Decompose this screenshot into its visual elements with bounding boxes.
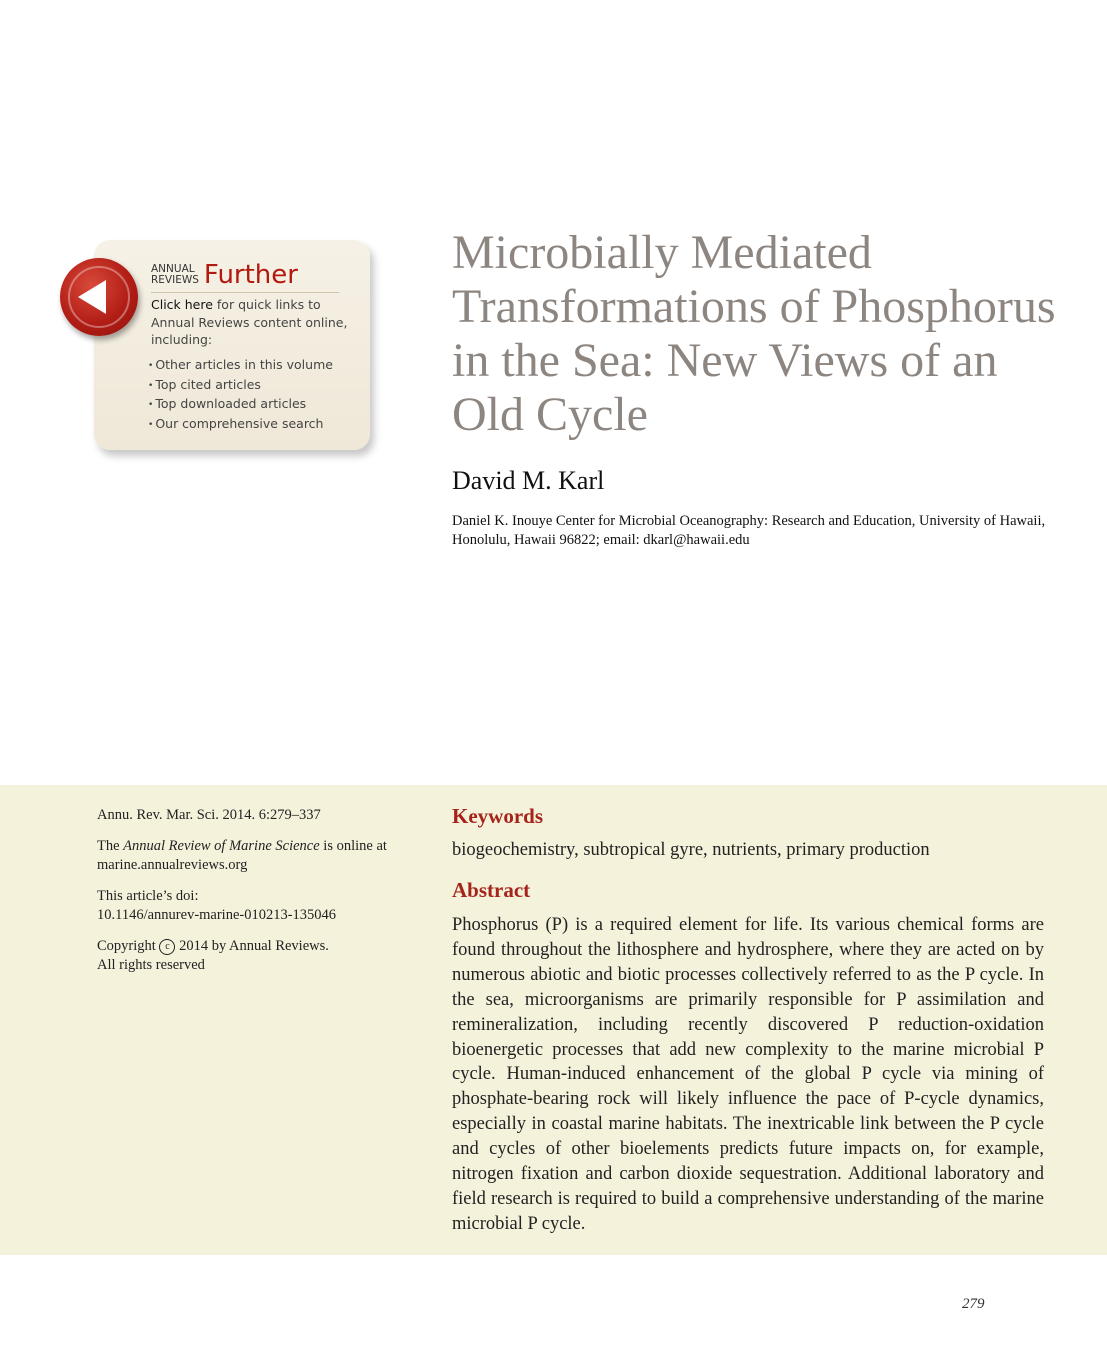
journal-name: Annual Review of Marine Science bbox=[123, 838, 320, 854]
citation: Annu. Rev. Mar. Sci. 2014. 6:279–337 bbox=[97, 807, 321, 823]
further-link-other-articles[interactable]: • Other articles in this volume bbox=[148, 356, 333, 376]
further-link-top-cited[interactable]: • Top cited articles bbox=[148, 376, 333, 396]
doi-info: This article’s doi: 10.1146/annurev-marine-010213-135046 bbox=[97, 888, 337, 923]
copyright-icon: c bbox=[159, 939, 175, 955]
copyright: Copyright c 2014 by Annual Reviews. All rights reserved bbox=[97, 938, 329, 973]
author-name: David M. Karl bbox=[452, 466, 605, 495]
article-metadata bbox=[97, 806, 417, 987]
page-number: 279 bbox=[962, 1296, 985, 1312]
click-here-link[interactable]: Click here bbox=[151, 297, 213, 312]
further-link-search[interactable]: • Our comprehensive search bbox=[148, 415, 333, 435]
further-description-text: for quick links to Annual Reviews content online, including: bbox=[151, 297, 348, 347]
back-arrow-icon[interactable] bbox=[60, 258, 138, 336]
journal-url[interactable]: marine.annualreviews.org bbox=[97, 857, 248, 873]
abstract-text: Phosphorus (P) is a required element for life. Its various chemical forms are found throughout the lithosphere and hydrosphere, where they are acted on by numerous abiotic and biotic processes collectively referred to as the P cycle. In the sea, microorganisms are primarily responsible for P assimilation and remineralization, including recently discovered P reduction-oxidation bioenergetic processes that add new complexity to the marine microbial P cycle. Human-induced enhancement of the global P cycle via mining of phosphate-bearing rock will likely influence the pace of P-cycle dynamics, especially in coastal marine habitats. The inextricable link between the P cycle and cycles of other bioelements predicts future impacts on, for example, nitrogen fixation and carbon dioxide sequestration. Additional laboratory and field research is required to build a comprehensive understanding of the marine microbial P cycle. bbox=[452, 915, 1044, 1234]
play-left-icon bbox=[60, 258, 138, 336]
further-divider bbox=[151, 292, 339, 293]
keywords-list: biogeochemistry, subtropical gyre, nutrients, primary production bbox=[452, 840, 930, 860]
keywords-heading: Keywords bbox=[452, 804, 543, 828]
further-title: Further bbox=[203, 260, 298, 290]
annual-reviews-logo: ANNUAL REVIEWS bbox=[151, 263, 199, 286]
further-header bbox=[151, 261, 298, 289]
author-affiliation: Daniel K. Inouye Center for Microbial Oceanography: Research and Education, University of Hawaii, Honolulu, Hawaii 96822; email: dkarl@hawaii.edu bbox=[452, 513, 1046, 548]
online-info: The Annual Review of Marine Science is online at marine.annualreviews.org bbox=[97, 838, 387, 873]
abstract-heading: Abstract bbox=[452, 878, 531, 902]
article-title: Microbially Mediated Transformations of Phosphorus in the Sea: New Views of an Old Cycle bbox=[452, 226, 1056, 441]
further-links-list bbox=[148, 356, 333, 434]
further-description bbox=[151, 296, 351, 349]
further-link-top-downloaded[interactable]: • Top downloaded articles bbox=[148, 395, 333, 415]
doi-value[interactable]: 10.1146/annurev-marine-010213-135046 bbox=[97, 907, 337, 923]
